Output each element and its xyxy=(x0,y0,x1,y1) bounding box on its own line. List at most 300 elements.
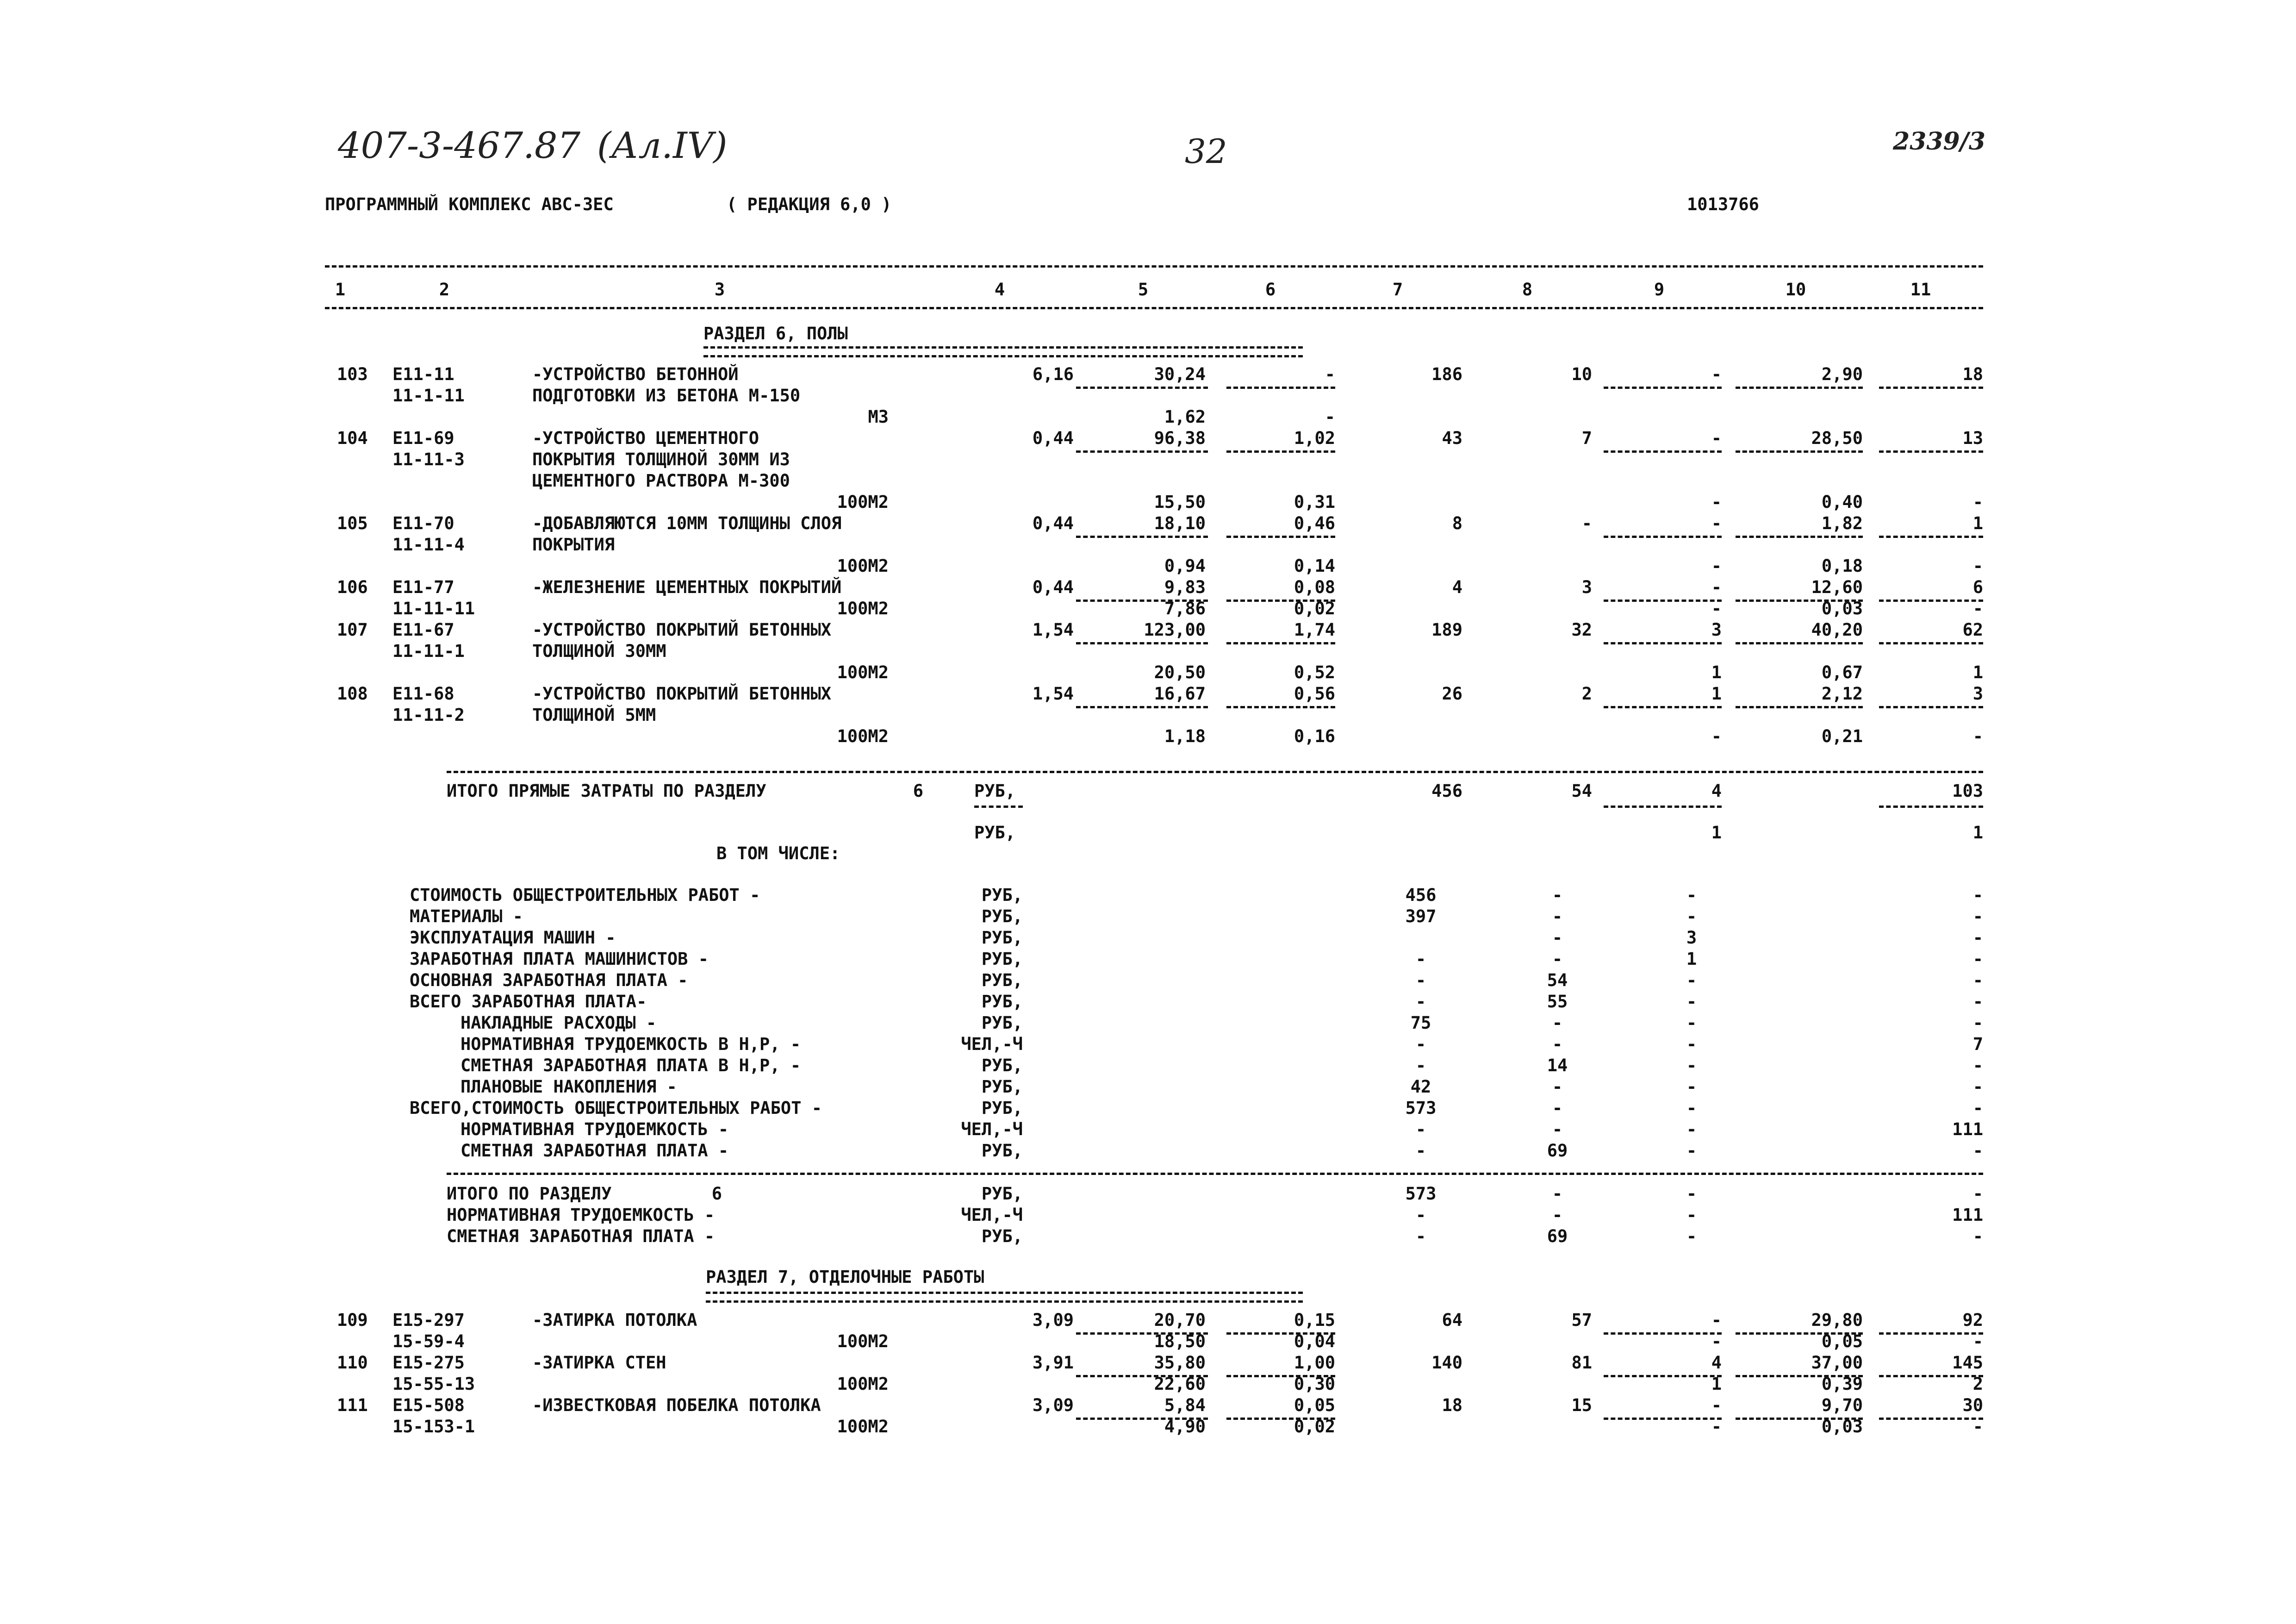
row-machinist-total: - xyxy=(1711,556,1722,576)
row-machine-total: - xyxy=(1711,513,1722,533)
totals-labor: 103 xyxy=(1952,781,1983,801)
itogo-machines: - xyxy=(1686,1184,1697,1204)
row-wages: 10 xyxy=(1571,364,1592,384)
row-unit-wage: 0,94 xyxy=(1164,556,1206,576)
row-labor: 28,50 xyxy=(1811,428,1863,448)
row-number: 104 xyxy=(337,428,368,448)
summary-wages: - xyxy=(1552,1098,1563,1118)
row-machinist-wage: 0,14 xyxy=(1294,556,1335,576)
totals-machines: 4 xyxy=(1711,781,1722,801)
rule-dashed xyxy=(1076,387,1208,389)
row-description: -ЗАТИРКА СТЕН xyxy=(532,1353,666,1373)
row-quantity: 0,44 xyxy=(1032,577,1074,597)
row-machinist-labor: 0,03 xyxy=(1821,1417,1863,1437)
document-number: 1013766 xyxy=(1687,194,1759,214)
row-machine-total: 3 xyxy=(1711,620,1722,640)
itogo-label: ИТОГО ПО РАЗДЕЛУ xyxy=(447,1184,612,1204)
row-code-ref: 15-59-4 xyxy=(392,1331,465,1351)
rule-dashed xyxy=(1604,642,1722,644)
summary-label: ЗАРАБОТНАЯ ПЛАТА МАШИНИСТОВ - xyxy=(410,949,709,969)
itogo-cost: - xyxy=(1415,1226,1426,1246)
row-number: 110 xyxy=(337,1353,368,1373)
rule-dashed xyxy=(1226,706,1335,708)
rule-dashed xyxy=(1604,600,1722,602)
row-description: -УСТРОЙСТВО ПОКРЫТИЙ БЕТОННЫХ xyxy=(532,620,832,640)
row-machinist-labor-total: - xyxy=(1972,556,1983,576)
row-wages: 3 xyxy=(1581,577,1592,597)
row-description: ЦЕМЕНТНОГО РАСТВОРА М-300 xyxy=(532,471,790,491)
handwritten-code: 2339/3 xyxy=(1893,127,1985,156)
column-header-2: 2 xyxy=(439,280,450,300)
row-machinist-wage: 0,02 xyxy=(1294,599,1335,618)
row-machinist-labor-total: - xyxy=(1972,599,1983,618)
row-description: -УСТРОЙСТВО БЕТОННОЙ xyxy=(532,364,739,384)
row-unit: 100М2 xyxy=(837,492,889,512)
row-labor: 2,12 xyxy=(1821,684,1863,704)
summary-cost: 456 xyxy=(1405,885,1437,905)
itogo-label: СМЕТНАЯ ЗАРАБОТНАЯ ПЛАТА - xyxy=(447,1226,715,1246)
table-top-rule xyxy=(325,265,1983,268)
row-machinist-total: - xyxy=(1711,599,1722,618)
summary-label: НОРМАТИВНАЯ ТРУДОЕМКОСТЬ В Н,Р, - xyxy=(460,1034,801,1054)
summary-labor: - xyxy=(1972,1141,1983,1161)
itogo-labor: 111 xyxy=(1952,1205,1983,1225)
summary-label: ОСНОВНАЯ ЗАРАБОТНАЯ ПЛАТА - xyxy=(410,970,688,990)
row-machinist-labor: 0,39 xyxy=(1821,1374,1863,1394)
row-machine-total: - xyxy=(1711,1310,1722,1330)
summary-machines: 3 xyxy=(1686,928,1697,948)
row-unit-cost: 9,83 xyxy=(1164,577,1206,597)
itogo-labor: - xyxy=(1972,1184,1983,1204)
row-unit-wage: 1,18 xyxy=(1164,726,1206,746)
summary-labor: - xyxy=(1972,1013,1983,1033)
rule-dashed xyxy=(1879,536,1983,538)
row-machine-cost: 0,05 xyxy=(1294,1395,1335,1415)
row-unit-cost: 16,67 xyxy=(1154,684,1206,704)
row-machine-total: 4 xyxy=(1711,1353,1722,1373)
itogo-machines: - xyxy=(1686,1226,1697,1246)
summary-wages: - xyxy=(1552,1013,1563,1033)
section-6-title: РАЗДЕЛ 6, ПОЛЫ xyxy=(703,324,848,344)
summary-unit: РУБ, xyxy=(981,1098,1023,1118)
summary-unit: ЧЕЛ,-Ч xyxy=(961,1034,1023,1054)
row-machine-cost: 1,02 xyxy=(1294,428,1335,448)
row-code-ref: 11-1-11 xyxy=(392,386,465,406)
row-total-cost: 26 xyxy=(1442,684,1462,704)
summary-unit: РУБ, xyxy=(981,1077,1023,1097)
row-code: Е11-77 xyxy=(392,577,454,597)
summary-machines: - xyxy=(1686,1119,1697,1139)
rule-dashed xyxy=(1604,1375,1722,1377)
summary-unit: РУБ, xyxy=(981,1013,1023,1033)
summary-labor: - xyxy=(1972,1098,1983,1118)
row-number: 107 xyxy=(337,620,368,640)
row-number: 103 xyxy=(337,364,368,384)
summary-cost: - xyxy=(1415,1056,1426,1075)
row-unit-wage: 20,50 xyxy=(1154,662,1206,682)
summary-wages: 69 xyxy=(1547,1141,1568,1161)
row-unit-cost: 18,10 xyxy=(1154,513,1206,533)
summary-wages: 55 xyxy=(1547,992,1568,1012)
summary-label: ВСЕГО ЗАРАБОТНАЯ ПЛАТА- xyxy=(410,992,647,1012)
row-wages: 57 xyxy=(1571,1310,1592,1330)
summary-cost: - xyxy=(1415,992,1426,1012)
rule-dashed xyxy=(1879,1418,1983,1420)
row-machine-total: 1 xyxy=(1711,684,1722,704)
section-underline xyxy=(706,1292,1303,1303)
row-machinist-total: - xyxy=(1711,1417,1722,1437)
rule-dashed xyxy=(1879,706,1983,708)
row-quantity: 1,54 xyxy=(1032,684,1074,704)
summary-labor: - xyxy=(1972,970,1983,990)
rule-dashed xyxy=(1604,806,1722,808)
row-code: Е11-67 xyxy=(392,620,454,640)
summary-wages: 14 xyxy=(1547,1056,1568,1075)
rule-dashed xyxy=(1879,1332,1983,1335)
row-unit-cost: 20,70 xyxy=(1154,1310,1206,1330)
summary-machines: - xyxy=(1686,1034,1697,1054)
summary-wages: - xyxy=(1552,906,1563,926)
row-unit-cost: 123,00 xyxy=(1144,620,1206,640)
row-total-cost: 186 xyxy=(1431,364,1462,384)
row-quantity: 0,44 xyxy=(1032,428,1074,448)
row-labor-total: 145 xyxy=(1952,1353,1983,1373)
row-unit: 100М2 xyxy=(837,1374,889,1394)
summary-machines: - xyxy=(1686,1141,1697,1161)
row-code: Е11-11 xyxy=(392,364,454,384)
row-machinist-labor: 0,05 xyxy=(1821,1331,1863,1351)
row-unit-cost: 35,80 xyxy=(1154,1353,1206,1373)
totals-label: ИТОГО ПРЯМЫЕ ЗАТРАТЫ ПО РАЗДЕЛУ xyxy=(447,781,766,801)
summary-machines: - xyxy=(1686,1013,1697,1033)
row-code: Е11-68 xyxy=(392,684,454,704)
summary-cost: 573 xyxy=(1405,1098,1437,1118)
summary-labor: - xyxy=(1972,885,1983,905)
table-header-rule xyxy=(325,307,1983,309)
row-code-ref: 15-153-1 xyxy=(392,1417,475,1437)
rule-dashed xyxy=(1879,806,1983,808)
row-total-cost: 64 xyxy=(1442,1310,1462,1330)
column-header-6: 6 xyxy=(1265,280,1276,300)
rule-dashed xyxy=(1604,1418,1722,1420)
row-machinist-labor-total: - xyxy=(1972,726,1983,746)
row-description: -УСТРОЙСТВО ПОКРЫТИЙ БЕТОННЫХ xyxy=(532,684,832,704)
summary-unit: ЧЕЛ,-Ч xyxy=(961,1119,1023,1139)
row-quantity: 6,16 xyxy=(1032,364,1074,384)
row-labor-total: 6 xyxy=(1972,577,1983,597)
rule-dashed xyxy=(1879,1375,1983,1377)
totals-cost: 456 xyxy=(1431,781,1462,801)
row-machinist-labor-total: - xyxy=(1972,1331,1983,1351)
itogo-labor: - xyxy=(1972,1226,1983,1246)
row-code-ref: 11-11-1 xyxy=(392,641,465,661)
row-machinist-total: - xyxy=(1711,1331,1722,1351)
row-total-cost: 8 xyxy=(1452,513,1462,533)
row-machine-cost: 1,74 xyxy=(1294,620,1335,640)
itogo-cost: 573 xyxy=(1405,1184,1437,1204)
summary-labor: - xyxy=(1972,928,1983,948)
row-labor: 9,70 xyxy=(1821,1395,1863,1415)
rule-dashed xyxy=(1736,450,1863,453)
row-description: -ДОБАВЛЯЮТСЯ 10ММ ТОЛЩИНЫ СЛОЯ xyxy=(532,513,842,533)
summary-labor: 111 xyxy=(1952,1119,1983,1139)
rule-dashed xyxy=(1604,706,1722,708)
row-description: -УСТРОЙСТВО ЦЕМЕНТНОГО xyxy=(532,428,759,448)
rule-dashed xyxy=(1076,536,1208,538)
row-machinist-wage: 0,02 xyxy=(1294,1417,1335,1437)
summary-unit: РУБ, xyxy=(981,1056,1023,1075)
column-header-5: 5 xyxy=(1138,280,1149,300)
rule-dashed xyxy=(1604,1332,1722,1335)
row-unit: М3 xyxy=(868,407,889,427)
row-unit-cost: 30,24 xyxy=(1154,364,1206,384)
row-wages: - xyxy=(1581,513,1592,533)
summary-cost: - xyxy=(1415,1141,1426,1161)
row-code-ref: 11-11-2 xyxy=(392,705,465,725)
row-code-ref: 11-11-3 xyxy=(392,450,465,469)
summary-labor: - xyxy=(1972,1077,1983,1097)
row-machine-total: - xyxy=(1711,577,1722,597)
row-unit-cost: 96,38 xyxy=(1154,428,1206,448)
column-header-3: 3 xyxy=(714,280,725,300)
row-description: ТОЛЩИНОЙ 30ММ xyxy=(532,641,666,661)
row-labor: 29,80 xyxy=(1811,1310,1863,1330)
summary-cost: - xyxy=(1415,949,1426,969)
itogo-wages: - xyxy=(1552,1184,1563,1204)
rule-dashed xyxy=(1604,450,1722,453)
row-unit-wage: 4,90 xyxy=(1164,1417,1206,1437)
summary-cost: 397 xyxy=(1405,906,1437,926)
rule-dashed xyxy=(1226,387,1335,389)
row-unit: 100М2 xyxy=(837,556,889,576)
row-code: Е15-508 xyxy=(392,1395,465,1415)
summary-label: СМЕТНАЯ ЗАРАБОТНАЯ ПЛАТА - xyxy=(460,1141,729,1161)
summary-cost: 42 xyxy=(1410,1077,1431,1097)
row-description: ПОКРЫТИЯ xyxy=(532,535,615,555)
section-underline xyxy=(703,346,1303,357)
row-description: ПОДГОТОВКИ ИЗ БЕТОНА М-150 xyxy=(532,386,801,406)
row-labor: 37,00 xyxy=(1811,1353,1863,1373)
rule-dashed xyxy=(1076,642,1208,644)
totals-unit-2: РУБ, xyxy=(974,823,1016,843)
totals-wages: 54 xyxy=(1571,781,1592,801)
row-labor-total: 13 xyxy=(1962,428,1983,448)
handwritten-project-number: 407-3-467.87 xyxy=(338,125,581,167)
itogo-label: НОРМАТИВНАЯ ТРУДОЕМКОСТЬ - xyxy=(447,1205,715,1225)
row-labor-total: 3 xyxy=(1972,684,1983,704)
summary-machines: - xyxy=(1686,1077,1697,1097)
row-machinist-labor: 0,40 xyxy=(1821,492,1863,512)
summary-label: СТОИМОСТЬ ОБЩЕСТРОИТЕЛЬНЫХ РАБОТ - xyxy=(410,885,760,905)
itogo-unit: ЧЕЛ,-Ч xyxy=(961,1205,1023,1225)
row-machinist-labor: 0,21 xyxy=(1821,726,1863,746)
row-machinist-total: - xyxy=(1711,492,1722,512)
summary-machines: - xyxy=(1686,1098,1697,1118)
column-header-9: 9 xyxy=(1654,280,1665,300)
row-machinist-total: 1 xyxy=(1711,662,1722,682)
row-unit-wage: 1,62 xyxy=(1164,407,1206,427)
row-code-ref: 11-11-4 xyxy=(392,535,465,555)
row-machinist-labor-total: 1 xyxy=(1972,662,1983,682)
row-machine-cost: 1,00 xyxy=(1294,1353,1335,1373)
itogo-unit: РУБ, xyxy=(981,1226,1023,1246)
row-machinist-wage: - xyxy=(1325,407,1335,427)
row-labor-total: 92 xyxy=(1962,1310,1983,1330)
summary-machines: - xyxy=(1686,906,1697,926)
summary-label: ВСЕГО,СТОИМОСТЬ ОБЩЕСТРОИТЕЛЬНЫХ РАБОТ - xyxy=(410,1098,822,1118)
row-total-cost: 43 xyxy=(1442,428,1462,448)
edition: ( РЕДАКЦИЯ 6,0 ) xyxy=(727,194,892,214)
row-machinist-wage: 0,04 xyxy=(1294,1331,1335,1351)
row-unit: 100М2 xyxy=(837,599,889,618)
totals-unit: РУБ, xyxy=(974,781,1016,801)
rule-dashed xyxy=(1736,642,1863,644)
row-quantity: 3,09 xyxy=(1032,1395,1074,1415)
summary-labor: - xyxy=(1972,949,1983,969)
summary-wages: - xyxy=(1552,949,1563,969)
row-labor-total: 1 xyxy=(1972,513,1983,533)
row-code: Е15-297 xyxy=(392,1310,465,1330)
rule-dashed xyxy=(1226,536,1335,538)
row-unit: 100М2 xyxy=(837,1417,889,1437)
summary-unit: РУБ, xyxy=(981,970,1023,990)
row-description: -ЖЕЛЕЗНЕНИЕ ЦЕМЕНТНЫХ ПОКРЫТИЙ xyxy=(532,577,842,597)
row-total-cost: 140 xyxy=(1431,1353,1462,1373)
summary-unit: РУБ, xyxy=(981,949,1023,969)
row-machine-cost: 0,46 xyxy=(1294,513,1335,533)
row-total-cost: 189 xyxy=(1431,620,1462,640)
row-machine-cost: 0,56 xyxy=(1294,684,1335,704)
row-quantity: 1,54 xyxy=(1032,620,1074,640)
row-wages: 32 xyxy=(1571,620,1592,640)
row-machinist-labor-total: 2 xyxy=(1972,1374,1983,1394)
summary-labor: 7 xyxy=(1972,1034,1983,1054)
row-number: 109 xyxy=(337,1310,368,1330)
rule-dashed xyxy=(1736,706,1863,708)
row-labor: 12,60 xyxy=(1811,577,1863,597)
summary-unit: РУБ, xyxy=(981,885,1023,905)
itogo-section-number: 6 xyxy=(711,1184,722,1204)
rule-dashed xyxy=(1879,600,1983,602)
rule-dashed xyxy=(1879,642,1983,644)
summary-machines: - xyxy=(1686,885,1697,905)
row-description: ПОКРЫТИЯ ТОЛЩИНОЙ 30ММ ИЗ xyxy=(532,450,790,469)
row-quantity: 3,91 xyxy=(1032,1353,1074,1373)
row-number: 108 xyxy=(337,684,368,704)
summary-unit: РУБ, xyxy=(981,906,1023,926)
row-machine-cost: 0,08 xyxy=(1294,577,1335,597)
row-machine-total: - xyxy=(1711,364,1722,384)
row-machinist-labor: 0,03 xyxy=(1821,599,1863,618)
summary-machines: - xyxy=(1686,1056,1697,1075)
itogo-wages: 69 xyxy=(1547,1226,1568,1246)
row-wages: 7 xyxy=(1581,428,1592,448)
row-machinist-total: - xyxy=(1711,726,1722,746)
summary-cost: - xyxy=(1415,970,1426,990)
summary-labor: - xyxy=(1972,1056,1983,1075)
totals-machinist: 1 xyxy=(1711,823,1722,843)
program-title: ПРОГРАММНЫЙ КОМПЛЕКС АВС-3ЕС xyxy=(325,194,614,214)
row-description: -ЗАТИРКА ПОТОЛКА xyxy=(532,1310,697,1330)
totals-section-number: 6 xyxy=(913,781,923,801)
row-total-cost: 18 xyxy=(1442,1395,1462,1415)
column-header-7: 7 xyxy=(1392,280,1403,300)
summary-wages: - xyxy=(1552,1119,1563,1139)
summary-wages: - xyxy=(1552,928,1563,948)
summary-label: ЭКСПЛУАТАЦИЯ МАШИН - xyxy=(410,928,616,948)
row-description: -ИЗВЕСТКОВАЯ ПОБЕЛКА ПОТОЛКА xyxy=(532,1395,821,1415)
row-wages: 2 xyxy=(1581,684,1592,704)
summary-unit: РУБ, xyxy=(981,928,1023,948)
row-machinist-wage: 0,31 xyxy=(1294,492,1335,512)
row-unit: 100М2 xyxy=(837,1331,889,1351)
row-machinist-labor-total: - xyxy=(1972,492,1983,512)
rule-dashed xyxy=(1604,536,1722,538)
column-header-11: 11 xyxy=(1910,280,1931,300)
including-label: В ТОМ ЧИСЛЕ: xyxy=(716,843,840,863)
summary-label: ПЛАНОВЫЕ НАКОПЛЕНИЯ - xyxy=(460,1077,677,1097)
row-labor-total: 62 xyxy=(1962,620,1983,640)
row-wages: 81 xyxy=(1571,1353,1592,1373)
row-machine-cost: - xyxy=(1325,364,1335,384)
row-machinist-wage: 0,16 xyxy=(1294,726,1335,746)
row-unit: 100М2 xyxy=(837,726,889,746)
summary-machines: - xyxy=(1686,970,1697,990)
row-description: ТОЛЩИНОЙ 5ММ xyxy=(532,705,656,725)
row-unit-wage: 15,50 xyxy=(1154,492,1206,512)
column-header-10: 10 xyxy=(1785,280,1806,300)
summary-machines: 1 xyxy=(1686,949,1697,969)
row-machinist-labor-total: - xyxy=(1972,1417,1983,1437)
summary-label: НАКЛАДНЫЕ РАСХОДЫ - xyxy=(460,1013,657,1033)
handwritten-page-number: 32 xyxy=(1185,132,1227,171)
row-machine-total: - xyxy=(1711,428,1722,448)
row-labor: 40,20 xyxy=(1811,620,1863,640)
row-code: Е11-70 xyxy=(392,513,454,533)
row-unit-wage: 18,50 xyxy=(1154,1331,1206,1351)
rule-dashed xyxy=(1076,706,1208,708)
row-labor: 1,82 xyxy=(1821,513,1863,533)
column-header-1: 1 xyxy=(335,280,346,300)
row-machinist-wage: 0,52 xyxy=(1294,662,1335,682)
row-code: Е11-69 xyxy=(392,428,454,448)
rule-dashed xyxy=(1879,450,1983,453)
row-machinist-labor: 0,67 xyxy=(1821,662,1863,682)
rule-dashed xyxy=(1736,536,1863,538)
summary-label: МАТЕРИАЛЫ - xyxy=(410,906,523,926)
row-unit: 100М2 xyxy=(837,662,889,682)
summary-labor: - xyxy=(1972,992,1983,1012)
row-number: 106 xyxy=(337,577,368,597)
row-code-ref: 11-11-11 xyxy=(392,599,475,618)
row-machine-cost: 0,15 xyxy=(1294,1310,1335,1330)
rule-dashed xyxy=(447,771,1983,773)
row-number: 111 xyxy=(337,1395,368,1415)
row-machinist-wage: 0,30 xyxy=(1294,1374,1335,1394)
row-unit-cost: 5,84 xyxy=(1164,1395,1206,1415)
row-labor-total: 30 xyxy=(1962,1395,1983,1415)
row-labor-total: 18 xyxy=(1962,364,1983,384)
summary-label: СМЕТНАЯ ЗАРАБОТНАЯ ПЛАТА В Н,Р, - xyxy=(460,1056,801,1075)
rule-dashed xyxy=(1226,450,1335,453)
row-code-ref: 15-55-13 xyxy=(392,1374,475,1394)
itogo-cost: - xyxy=(1415,1205,1426,1225)
summary-labor: - xyxy=(1972,906,1983,926)
handwritten-album: (Ал.IV) xyxy=(597,125,728,167)
row-total-cost: 4 xyxy=(1452,577,1462,597)
row-code: Е15-275 xyxy=(392,1353,465,1373)
summary-cost: - xyxy=(1415,1119,1426,1139)
